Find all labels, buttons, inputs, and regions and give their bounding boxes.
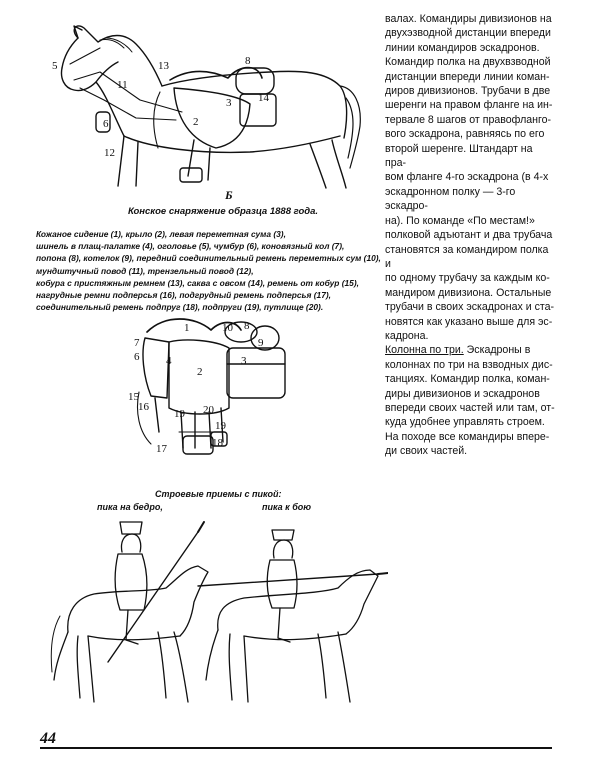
saddle-label-16: 16 (138, 401, 149, 413)
saddle-illustration (125, 312, 295, 462)
drill-caption-left: пика на бедро, (97, 502, 163, 512)
saddle-label-17: 17 (156, 443, 167, 455)
text-line: танциях. Командир полка, коман- (385, 373, 550, 386)
text-line: куда удобнее управлять строем. (385, 416, 545, 429)
text-line: колоннах по три на взводных дис- (385, 358, 553, 371)
text-line: ди своих частей. (385, 445, 468, 458)
text-line: второй шеренге. Штандарт на пра- (385, 142, 533, 170)
text-line: становятся за командиром полка и (385, 243, 549, 270)
text-line: новятся как указано выше для эс- (385, 315, 553, 328)
text-line: валах. Командиры дивизионов на (385, 13, 552, 25)
drill-caption-right: пика к бою (262, 502, 312, 512)
text-line: Командир полка на двухвзводной (385, 56, 551, 69)
saddle-label-19a: 19 (174, 408, 185, 420)
text-line: дистанции впереди линии коман- (385, 70, 550, 83)
figure-letter: Б (225, 188, 233, 202)
text-line: на). По команде «По местам!» (385, 214, 535, 227)
label-3: 3 (226, 97, 232, 109)
saddle-label-4: 4 (166, 355, 172, 367)
page-number: 44 (40, 730, 56, 747)
label-14: 14 (258, 92, 269, 104)
text-line: мандиром дивизиона. Остальные (385, 286, 552, 299)
text-fragment: Эскадроны в (463, 344, 531, 357)
drill-figure-title: Строевые приемы с пикой: (155, 489, 282, 499)
saddle-label-15: 15 (128, 391, 139, 403)
figure-caption: Конское снаряжение образца 1888 года. (128, 206, 319, 217)
label-11: 11 (117, 79, 128, 91)
saddle-label-3: 3 (241, 355, 247, 367)
text-line: На походе все командиры впере- (385, 430, 550, 443)
text-line: вом фланге 4-го эскадрона (в 4-х (385, 171, 549, 184)
text-line: трубачи в своих эскадронах и ста- (385, 301, 555, 314)
text-line: шеренги на правом фланге на ин- (385, 99, 553, 112)
saddle-label-9: 9 (258, 337, 264, 349)
legend-line: соединительный ремень подпруг (18), подпруги (19), путлище (20). (36, 302, 324, 313)
saddle-label-6: 6 (134, 351, 140, 363)
text-line: диров дивизионов. Трубачи в две (385, 85, 551, 98)
legend-line: нагрудные ремни подперсья (16), подгрудный ремень подперсья (17), (36, 290, 331, 301)
text-line: диры дивизионов и эскадронов (385, 387, 540, 400)
section-heading: Колонна по три. (385, 344, 464, 357)
legend-line: шинель в плащ-палатке (4), оголовье (5), чумбур (6), коновязный кол (7), (36, 241, 345, 252)
text-line: по одному трубачу за каждым ко- (385, 272, 550, 285)
text-line: двухэзводной дистанции впереди (385, 27, 551, 40)
text-line: линии командиров эскадронов. (385, 41, 540, 54)
saddle-label-20: 20 (203, 404, 214, 416)
horse-harness-illustration (40, 8, 380, 193)
text-line: полковой адъютант и два трубача (385, 229, 553, 242)
saddle-label-8: 8 (244, 320, 250, 332)
legend-line: мундштучный повод (11), трензельный повод (12), (36, 265, 254, 276)
saddle-label-10: 10 (222, 322, 233, 334)
equipment-legend (36, 228, 396, 313)
saddle-label-1: 1 (184, 322, 190, 334)
legend-line: кобура с пристяжным ремнем (13), саква с овсом (14), ремень от кобур (15), (36, 277, 359, 288)
text-line: кадрона. (385, 329, 429, 342)
footer-divider (40, 747, 552, 749)
text-line (385, 343, 555, 357)
text-line: тервале 8 шагов от правофланго- (385, 113, 552, 126)
lance-drill-illustration (48, 512, 388, 717)
label-13: 13 (158, 60, 169, 72)
saddle-label-18: 18 (212, 437, 223, 449)
label-6: 6 (103, 118, 109, 130)
legend-line: Кожаное сидение (1), крыло (2), левая переметная сума (3), (36, 229, 286, 239)
saddle-label-2: 2 (197, 366, 203, 378)
label-8: 8 (245, 55, 251, 67)
text-line: эскадронном полку — 3-го эскадро- (385, 185, 516, 213)
saddle-label-19b: 19 (215, 420, 226, 432)
text-line: вого эскадрона, равняясь по его (385, 128, 545, 141)
body-text-column (385, 12, 555, 459)
label-2: 2 (193, 116, 199, 128)
legend-line: попона (8), котелок (9), передний соединительный ремень переметных сум (10), (36, 253, 381, 264)
label-5: 5 (52, 60, 58, 72)
label-12: 12 (104, 147, 115, 159)
text-line: впереди своих частей или там, от- (385, 401, 555, 414)
saddle-label-7: 7 (134, 337, 140, 349)
